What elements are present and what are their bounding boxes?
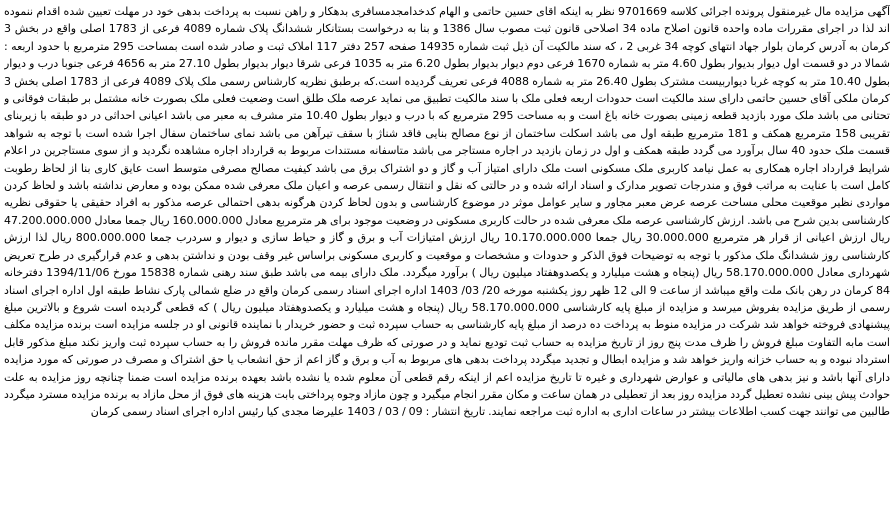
auction-notice [4, 3, 890, 529]
auction-notice-text: آگهی مزایده مال غیرمنقول پرونده اجرائی کلاسه 9701669 نظر به اینکه اقای حسین حاتمی و الهام کدخدامجدمسافری بدهکار و راهن نسبت به پرداخت بدهی خود در مهلت تعیین شده اقدام ننموده اند لذا در اجرای مقررات ماده واحده قانون اصلاح ماده 34 اصلاحی قانون ثبت مصوب سال 1386 و بنا به درخواست بستانکار ششدانگ پلاک شماره 4089 فرعی از 1783 اصلی واقع در بخش 3 کرمان به آدرس کرمان بلوار جهاد انتهای کوچه 34 غربی 2 ، که سند مالکیت آن ذیل ثبت شماره 14935 صفحه 257 دفتر 117 املاک ثبت و صادر شده است بمساحت 295 مترمربع با حدود اربعه : شمالا در دو قسمت اول دیوار بدیوار بطول 4.60 متر به شماره 1670 فرعی دوم دیوار بدیوار بطول 6.20 متر به 1035 فرعی شرقا دیوار بدیوار بطول 27.10 متر به 4656 فرعی جنوبا درب و دیوار بطول 10.40 متر به کوچه غربا دیواربیست مشترک بطول 26.40 متر به شماره 4088 فرعی تعریف گردیده است.که برطبق نظریه کارشناس رسمی ملک پلاک 4089 فرعی از 1783 اصلی بخش 3 کرمان ملکی آقای حسین حاتمی دارای سند مالکیت است حدودات اربعه فعلی ملک با سند مالکیت تطبیق می نماید عرصه ملک طلق است وضعیت فعلی ملک بصورت خانه مشتمل بر طبقات فوقانی و تحتانی می باشد ملک مورد بازدید قطعه زمینی بصورت خانه باغ است و به مساحت 295 مترمربع که با درب و دیوار بطول 10.40 متر مشرف به معبر می باشد اعیانی احداثی در دو طبقه با زیربنای تقریبی 158 مترمربع همکف و 181 مترمربع طبقه اول می باشد اسکلت ساختمان از نوع مصالح بنایی فاقد شناژ با سقف تیرآهن می باشد نمای ساختمان سفال اجرا شده است با توجه به شواهد قسمت ملک حدود 40 سال برآورد می گردد طبقه همکف و اول در زمان بازدید در اجاره مستاجر می باشد متاسفانه مستندات مربوط به قرارداد اجاره مشاهده نگردید و از سوی مستاجرین در اعلام شرایط قرارداد اجاره همکاری به عمل نیامد کاربری ملک مسکونی است ملک دارای امتیاز آب و گاز و دو اشتراک برق می باشد کیفیت مصالح مصرفی متوسط است عایق کاری بنا از لحاظ رطوبت کامل است با عنایت به مراتب فوق و مندرجات تصویر مدارک و اسناد ارائه شده و در حالتی که نقل و انتقال رسمی عرصه و اعیان ملک معرفی شده ممکن بوده و معارض نداشته باشد و لحاظ کردن مواردی نظیر موقعیت محلی مساحت عرصه عرض معبر مجاور و سایر عوامل موثر در موضوع کارشناسی و بدون لحاظ کردن هرگونه بدهی احتمالی عرصه مذکور به افراد حقیقی یا حقوقی نظریه کارشناسی بدین شرح می باشد. ارزش کارشناسی عرصه ملک معرفی شده در حالت کاربری مسکونی در وضعیت موجود برای هر مترمربع معادل 160.000.000 ریال جمعا معادل 47.200.000.000 ریال ارزش اعیانی از قرار هر مترمربع 30.000.000 ریال جمعا 10.170.000.000 ریال ارزش امتیازات آب و برق و گاز و حیاط سازی و دیوار و سردرب جمعا 800.000.000 ریال لذا ارزش کارشناسی روز ششدانگ ملک مذکور با توجه به توضیحات فوق الذکر و حدودات و مشخصات و موقعیت و کاربری مسکونی براساس غیر وقف بودن و نداشتن بدهی و عدم قرارگیری در طرح تعریض شهرداری معادل 58.170.000.000 ریال (پنجاه و هشت میلیارد و یکصدوهفتاد میلیون ریال ) برآورد میگردد. ملک دارای بیمه می باشد طبق سند رهنی شماره 15838 مورخ 1394/11/06 دفترخانه 84 کرمان در رهن بانک ملت واقع میباشد از ساعت 9 الی 12 ظهر روز یکشنبه مورخه 20/ 03/ 1403 اداره اجرای اسناد رسمی کرمان واقع در ضلع شمالی پارک نشاط طبقه اول اداره اجرای اسناد رسمی از طریق مزایده بفروش میرسد و مزایده از مبلغ پایه کارشناسی 58.170.000.000 ریال (پنجاه و هشت میلیارد و یکصدوهفتاد میلیون ریال ) که قطعی گردیده است شروع و بالاترین مبلغ پیشنهادی فروخته خواهد شد شرکت در مزایده منوط به پرداخت ده درصد از مبلغ پایه کارشناسی به حساب سپرده ثبت و حضور خریدار با نماینده قانونی او در جلسه مزایده است برنده مزایده مکلف است مابه التفاوت مبلغ فروش را ظرف مدت پنج روز از تاریخ مزایده به حساب ثبت تودیع نماید و در صورتی که ظرف مهلت مقرر مانده فروش را به حساب سپرده ثبت واریز نکند مبلغ مذکور قابل استرداد نبوده و به حساب خزانه واریز خواهد شد و مزایده ابطال و تجدید میگردد پرداخت بدهی های مربوط به آب و برق و گاز اعم از حق انشعاب یا حق اشتراک و مصرف در صورتی که مورد مزایده دارای آنها باشد و نیز بدهی های مالیاتی و عوارض شهرداری و غیره تا تاریخ مزایده اعم از اینکه رقم قطعی آن معلوم شده یا نشده باشد بعهده برنده مزایده است ضمنا چنانچه روز مزایده به علت حوادث پیش بینی نشده تعطیل گردد مزایده روز بعد از تعطیلی در همان ساعت و مکان مقرر انجام میگیرد و چون مازاد وجوه پرداختی بابت هزینه های فوق از محل مازاد به برنده مزایده مسترد میگردد طالبین می توانند جهت کسب اطلاعات بیشتر در ساعات اداری به اداره ثبت مراجعه نمایند. تاریخ انتشار : 09 / 03 / 1403 علیرضا مجدی کیا رئیس اداره اجرای اسناد رسمی کرمان [4, 5, 890, 419]
